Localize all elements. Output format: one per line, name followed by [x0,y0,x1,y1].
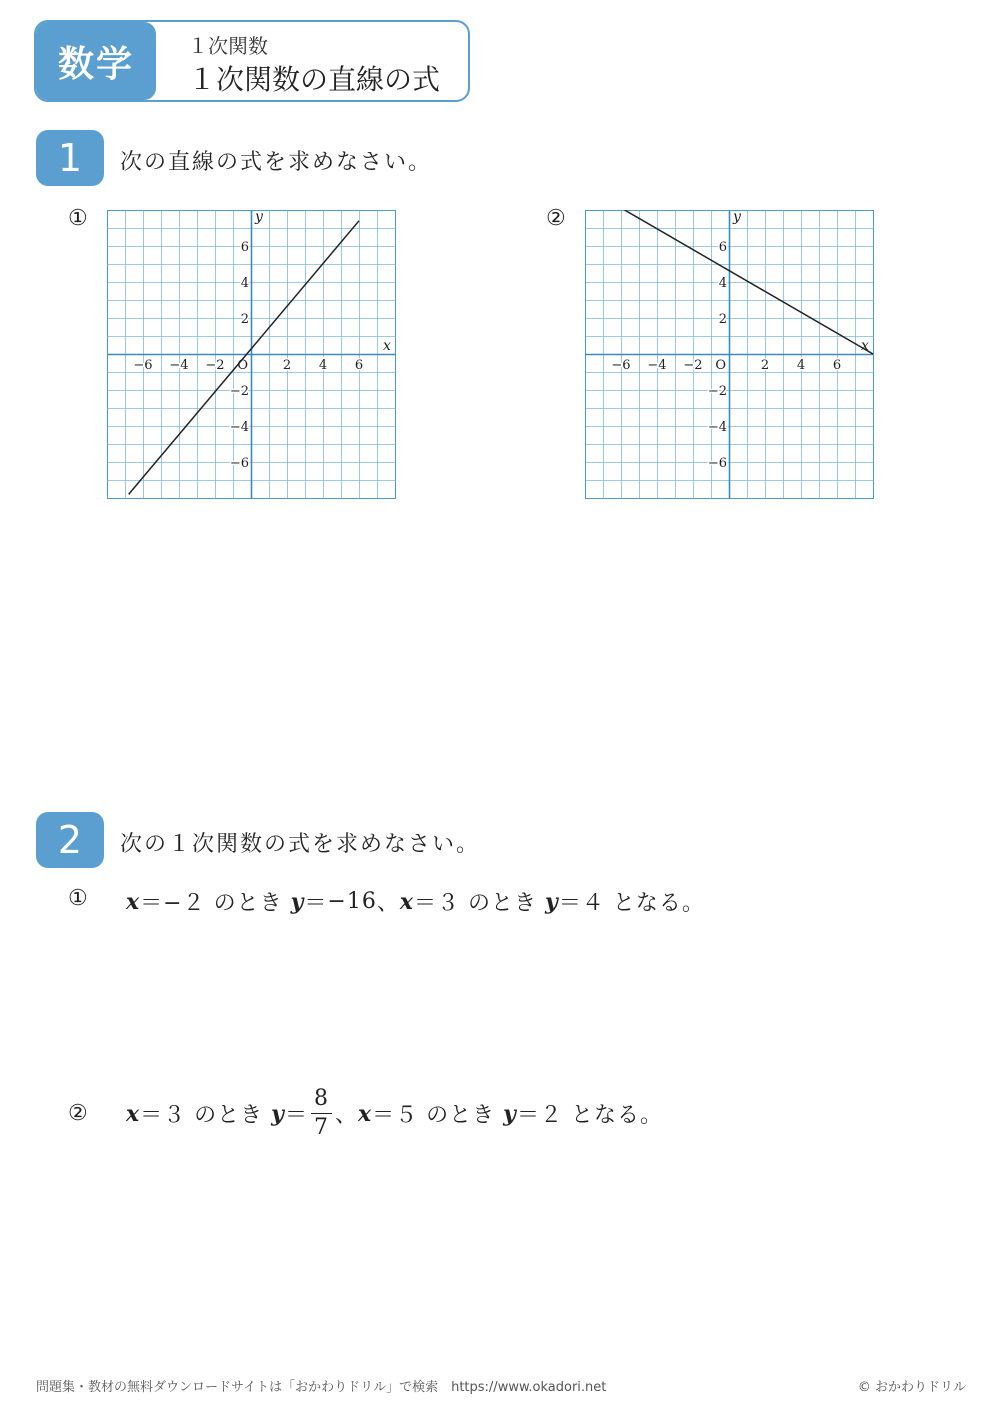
equals-sign: ＝ [516,1103,540,1128]
equals-sign: ＝ [140,891,164,916]
worksheet-header [34,20,470,102]
x-axis-label: x [861,338,869,354]
when-text: のとき [426,1103,496,1128]
fraction [311,1088,332,1139]
y2-value: ２ [539,1103,563,1128]
x-tick-label: 6 [354,358,364,373]
footer-site-text: 問題集・教材の無料ダウンロードサイトは「おかわりドリル」で検索 https://www.okadori.net [36,1380,607,1395]
equals-sign: ＝ [413,891,437,916]
subject-label: 数学 [36,22,156,100]
fraction-numerator: 8 [311,1088,332,1114]
y-tick-label: −4 [707,420,727,435]
x1-value: ３ [163,1103,187,1128]
equals-sign: ＝ [372,1103,396,1128]
origin-label: O [237,358,248,373]
item-2-condition [126,1088,663,1139]
question-2-badge: 2 [36,812,104,868]
x-tick-label: 2 [760,358,770,373]
separator: 、 [334,1103,358,1128]
y2-value: ４ [581,891,605,916]
equals-sign: ＝ [140,1103,164,1128]
y-tick-label: −6 [707,456,727,471]
origin-label: O [715,358,726,373]
y-tick-label: 6 [718,240,727,255]
y-tick-label: 4 [240,276,249,291]
x2-value: ３ [437,891,461,916]
question-2-instruction: 次の１次関数の式を求めなさい。 [120,832,481,857]
x-tick-label: 2 [282,358,292,373]
equals-sign: ＝ [284,1103,308,1128]
y-tick-label: 4 [718,276,727,291]
x-tick-label: −2 [205,358,225,373]
y-axis-label: y [255,210,263,225]
x-tick-label: 6 [832,358,842,373]
topic-label: １次関数 [188,34,268,58]
y1-value: −16 [327,889,377,914]
x-tick-label: −4 [647,358,667,373]
x-tick-label: −6 [611,358,631,373]
item-2-mark: ② [68,1101,88,1126]
when-text: のとき [468,891,538,916]
question-1-badge: 1 [36,130,104,186]
y-tick-label: −4 [229,420,249,435]
when-text: のとき [194,1103,264,1128]
y-tick-label: 2 [718,312,727,327]
y-axis-label: y [733,210,741,225]
y-tick-label: 2 [240,312,249,327]
x-tick-label: 4 [318,358,328,373]
y-tick-label: −2 [707,384,727,399]
var-y: y [545,888,559,915]
worksheet-title: １次関数の直線の式 [188,63,441,96]
x-tick-label: −6 [133,358,153,373]
y-tick-label: −2 [229,384,249,399]
equals-sign: ＝ [558,891,582,916]
graph-2-mark: ② [546,206,566,231]
y-tick-label: 6 [240,240,249,255]
var-x: x [126,888,141,915]
var-y: y [290,888,305,915]
x-tick-label: −4 [169,358,189,373]
var-y: y [271,1100,285,1127]
separator: 、 [376,891,400,916]
graph-1-mark: ① [68,206,88,231]
footer-copyright: © おかわりドリル [857,1380,966,1395]
fraction-denominator: 7 [313,1115,329,1140]
ending-text: となる。 [612,891,705,916]
when-text: のとき [213,891,283,916]
var-y: y [503,1100,517,1127]
item-1-condition [126,886,705,917]
x-axis-label: x [383,338,391,354]
question-1-instruction: 次の直線の式を求めなさい。 [120,150,433,175]
x-tick-label: −2 [683,358,703,373]
item-1-mark: ① [68,886,88,911]
ending-text: となる。 [571,1103,664,1128]
var-x: x [358,1100,373,1127]
equals-sign: ＝ [304,891,328,916]
x2-value: ５ [395,1103,419,1128]
graph-2 [585,210,875,500]
var-x: x [399,888,414,915]
graph-1 [107,210,397,500]
var-x: x [126,1100,141,1127]
x-tick-label: 4 [796,358,806,373]
x1-value: −２ [163,891,206,916]
y-tick-label: −6 [229,456,249,471]
